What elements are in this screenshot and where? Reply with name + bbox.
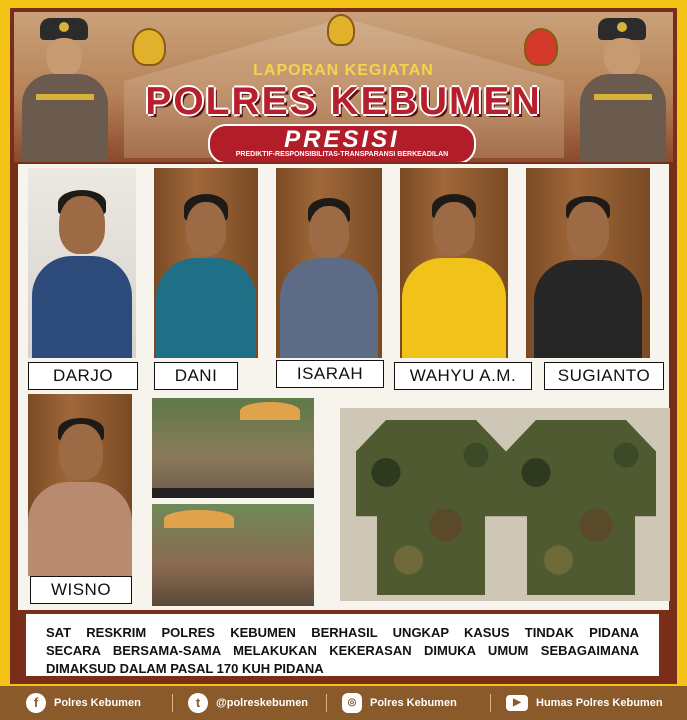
suspect-photo-wahyu bbox=[400, 168, 508, 358]
regency-emblem-icon bbox=[327, 14, 355, 46]
video-still-2 bbox=[152, 504, 314, 606]
youtube-icon: ▶ bbox=[506, 695, 528, 711]
video-still-1 bbox=[152, 398, 314, 498]
suspect-name-isarah: ISARAH bbox=[276, 360, 384, 388]
presisi-badge bbox=[208, 124, 476, 162]
camo-jacket-2 bbox=[506, 420, 656, 595]
presisi-tagline: PREDIKTIF-RESPONSIBILITAS-TRANSPARANSI BERKEADILAN bbox=[235, 151, 449, 158]
caption-line-2: SECARA BERSAMA-SAMA MELAKUKAN KEKERASAN DIMUKA UMUM SEBAGAIMANA bbox=[46, 643, 639, 658]
suspect-photo-dani bbox=[154, 168, 258, 358]
suspect-photo-wisno bbox=[28, 394, 132, 576]
suspect-name-dani: DANI bbox=[154, 362, 238, 390]
caption-box bbox=[26, 614, 659, 676]
instagram-label: Polres Kebumen bbox=[370, 697, 457, 709]
suspect-name-wahyu: WAHYU A.M. bbox=[394, 362, 532, 390]
facebook-icon: f bbox=[26, 693, 46, 713]
presisi-word: PRESISI bbox=[284, 126, 400, 153]
social-footer bbox=[0, 686, 687, 720]
suspect-name-sugianto: SUGIANTO bbox=[544, 362, 664, 390]
youtube-link[interactable] bbox=[506, 692, 663, 714]
youtube-label: Humas Polres Kebumen bbox=[536, 697, 663, 709]
header-banner bbox=[14, 12, 673, 162]
evidence-photo-camo-jackets bbox=[340, 408, 670, 601]
suspect-photo-sugianto bbox=[526, 168, 650, 358]
suspect-photo-isarah bbox=[276, 168, 382, 358]
twitter-icon: t bbox=[188, 693, 208, 713]
suspect-name-wisno: WISNO bbox=[30, 576, 132, 604]
facebook-label: Polres Kebumen bbox=[54, 697, 141, 709]
suspect-name-darjo: DARJO bbox=[28, 362, 138, 390]
report-title: POLRES KEBUMEN bbox=[145, 80, 542, 123]
instagram-link[interactable] bbox=[342, 692, 457, 714]
suspect-photo-darjo bbox=[28, 168, 136, 358]
police-emblem-icon bbox=[132, 28, 166, 66]
camo-jacket-1 bbox=[356, 420, 506, 595]
mascot-icon bbox=[524, 28, 558, 66]
facebook-link[interactable] bbox=[26, 692, 141, 714]
instagram-icon: ◎ bbox=[342, 693, 362, 713]
caption-line-3: DIMAKSUD DALAM PASAL 170 KUH PIDANA bbox=[46, 661, 324, 676]
twitter-link[interactable] bbox=[188, 692, 308, 714]
twitter-label: @polreskebumen bbox=[216, 697, 309, 709]
content-panel bbox=[18, 164, 669, 610]
report-subtitle: LAPORAN KEGIATAN bbox=[253, 62, 434, 79]
caption-line-1: SAT RESKRIM POLRES KEBUMEN BERHASIL UNGKAP KASUS TINDAK PIDANA bbox=[46, 625, 639, 640]
